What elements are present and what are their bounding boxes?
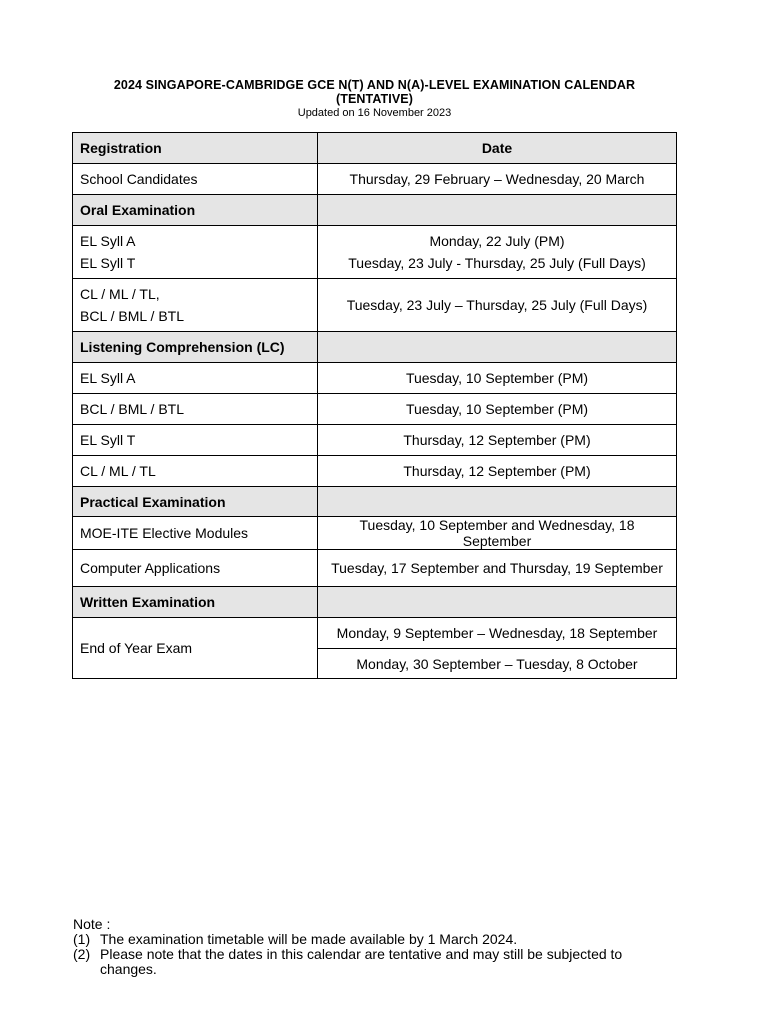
row-label: MOE-ITE Elective Modules	[73, 517, 318, 550]
row-date: Tuesday, 10 September (PM)	[318, 363, 677, 394]
row-date	[318, 226, 677, 279]
el-syll-a-label: EL Syll A	[80, 233, 136, 249]
section-empty-cell	[318, 332, 677, 363]
row-label: EL Syll A	[73, 363, 318, 394]
section-row-practical	[73, 487, 677, 517]
table-row	[73, 618, 677, 649]
row-label: End of Year Exam	[73, 618, 318, 679]
row-date: Thursday, 12 September (PM)	[318, 456, 677, 487]
row-date: Thursday, 12 September (PM)	[318, 425, 677, 456]
title-line-2: (TENTATIVE)	[335, 92, 413, 106]
row-label	[73, 226, 318, 279]
document-header	[72, 78, 677, 120]
section-title: Oral Examination	[73, 195, 318, 226]
table-row	[73, 517, 677, 550]
row-label: School Candidates	[73, 164, 318, 195]
note-text: The examination timetable will be made available by 1 March 2024.	[100, 931, 518, 947]
table-row	[73, 363, 677, 394]
table-row	[73, 394, 677, 425]
header-registration: Registration	[73, 133, 318, 164]
note-text: Please note that the dates in this calendar are tentative and may still be subjected to changes.	[100, 946, 623, 977]
row-date: Tuesday, 23 July – Thursday, 25 July (Full Days)	[318, 279, 677, 332]
notes-section	[73, 917, 663, 977]
mother-tongue-label-line-2: BCL / BML / BTL	[80, 308, 184, 324]
updated-date: Updated on 16 November 2023	[297, 107, 452, 119]
document-title	[72, 78, 677, 106]
row-label: BCL / BML / BTL	[73, 394, 318, 425]
el-syll-a-date: Monday, 22 July (PM)	[429, 233, 565, 249]
section-row-written	[73, 587, 677, 618]
table-row	[73, 164, 677, 195]
note-item	[73, 932, 663, 947]
section-row-oral	[73, 195, 677, 226]
row-date: Tuesday, 10 September and Wednesday, 18 September	[318, 517, 677, 550]
el-syll-t-label: EL Syll T	[80, 255, 136, 271]
row-date: Thursday, 29 February – Wednesday, 20 March	[318, 164, 677, 195]
row-date: Tuesday, 17 September and Thursday, 19 September	[318, 550, 677, 587]
table-row	[73, 425, 677, 456]
mother-tongue-label-line-1: CL / ML / TL,	[80, 286, 160, 302]
section-title: Practical Examination	[73, 487, 318, 517]
row-date: Monday, 9 September – Wednesday, 18 September	[318, 618, 677, 649]
section-empty-cell	[318, 587, 677, 618]
table-row	[73, 456, 677, 487]
row-label: EL Syll T	[73, 425, 318, 456]
row-date: Tuesday, 10 September (PM)	[318, 394, 677, 425]
el-syll-t-date: Tuesday, 23 July - Thursday, 25 July (Full Days)	[348, 255, 646, 271]
title-line-1: 2024 SINGAPORE-CAMBRIDGE GCE N(T) AND N(A)-LEVEL EXAMINATION CALENDAR	[113, 78, 636, 92]
table-row	[73, 226, 677, 279]
section-row-listening	[73, 332, 677, 363]
section-title: Written Examination	[73, 587, 318, 618]
note-number: (1)	[73, 931, 91, 947]
row-label	[73, 279, 318, 332]
section-empty-cell	[318, 487, 677, 517]
table-row	[73, 550, 677, 587]
note-number: (2)	[73, 946, 91, 962]
row-date: Monday, 30 September – Tuesday, 8 October	[318, 649, 677, 679]
notes-heading: Note :	[73, 916, 111, 932]
exam-calendar-table	[72, 132, 677, 679]
row-label: CL / ML / TL	[73, 456, 318, 487]
table-header-row	[73, 133, 677, 164]
header-date: Date	[318, 133, 677, 164]
section-title: Listening Comprehension (LC)	[73, 332, 318, 363]
note-item	[73, 947, 663, 977]
section-empty-cell	[318, 195, 677, 226]
row-label: Computer Applications	[73, 550, 318, 587]
table-row	[73, 279, 677, 332]
